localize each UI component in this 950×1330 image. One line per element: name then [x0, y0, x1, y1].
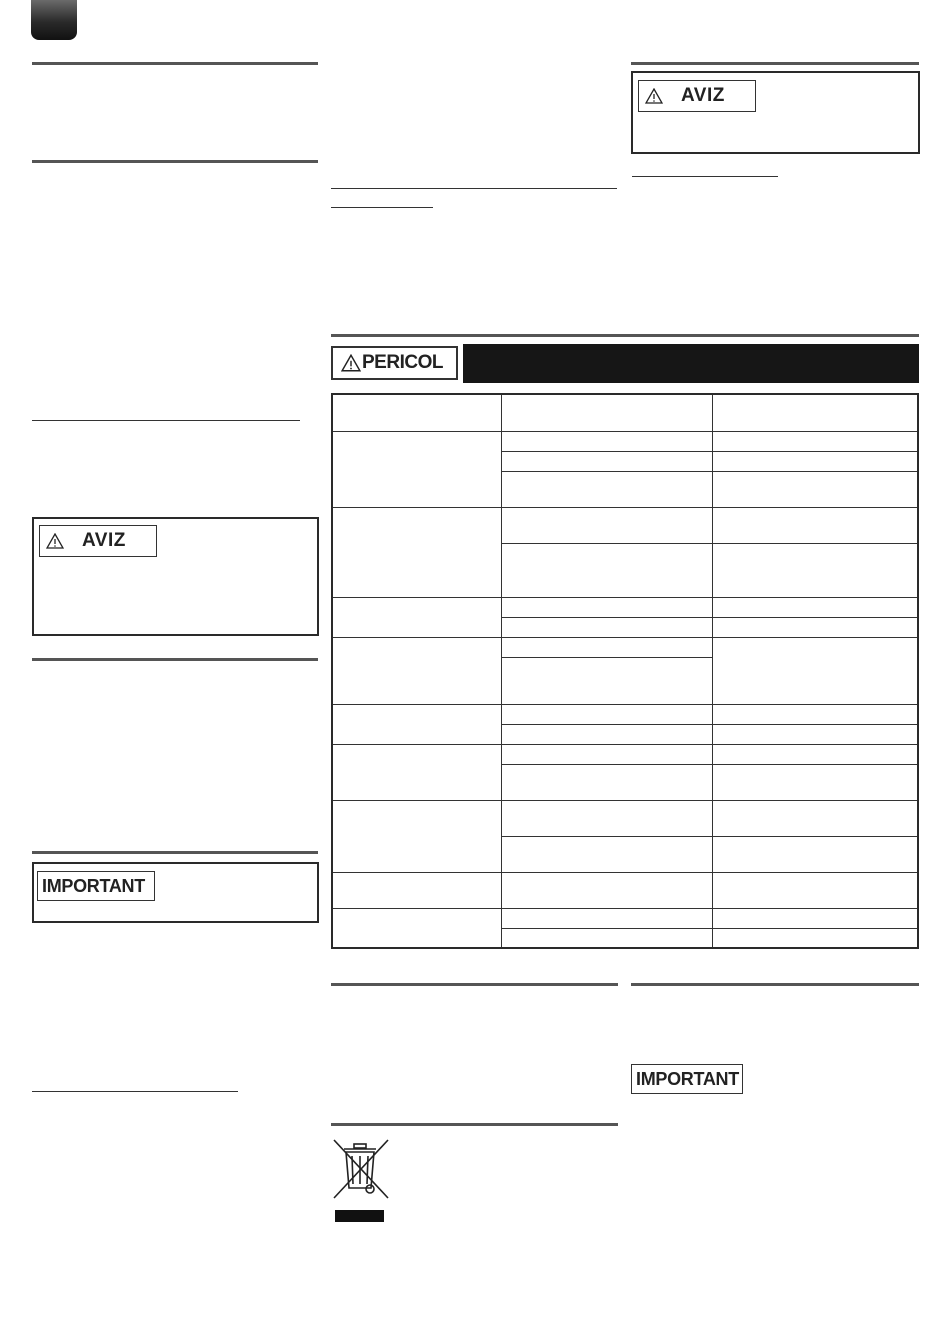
section-rule: [32, 160, 318, 163]
section-rule: [32, 658, 318, 661]
table-cell: [713, 507, 918, 543]
table-cell: [501, 800, 712, 836]
crossed-out-wheelie-bin-icon: [332, 1138, 390, 1224]
table-row: [332, 597, 918, 617]
table-cell: [332, 800, 501, 872]
table-cell: [501, 637, 712, 657]
section-rule: [32, 851, 318, 854]
table-cell: [713, 908, 918, 928]
table-cell: [713, 724, 918, 744]
table-cell: [713, 872, 918, 908]
important-notice-box: [32, 862, 319, 923]
table-header-row: [332, 394, 918, 431]
underline-rule: [331, 188, 617, 189]
table-row: [332, 507, 918, 543]
table-cell: [332, 908, 501, 948]
aviz-text: AVIZ: [681, 85, 725, 106]
section-tab-badge: [31, 0, 77, 40]
pericol-label: [331, 346, 458, 380]
table-cell: [332, 507, 501, 597]
warning-notice-box: [631, 71, 920, 154]
table-cell: [501, 928, 712, 948]
aviz-text: AVIZ: [82, 530, 126, 551]
warning-triangle-icon: [46, 533, 64, 549]
table-row: [332, 637, 918, 657]
table-cell: [501, 704, 712, 724]
underline-rule: [331, 207, 433, 208]
important-label: [37, 871, 155, 901]
table-header-cell: [501, 394, 712, 431]
table-cell: [713, 800, 918, 836]
table-cell: [713, 928, 918, 948]
table-row: [332, 744, 918, 764]
table-cell: [713, 597, 918, 617]
table-cell: [501, 617, 712, 637]
table-cell: [501, 597, 712, 617]
table-cell: [501, 451, 712, 471]
table-cell: [501, 431, 712, 451]
table-row: [332, 872, 918, 908]
table-row: [332, 704, 918, 724]
table-cell: [332, 597, 501, 637]
table-row: [332, 908, 918, 928]
underline-rule: [632, 176, 778, 177]
table-cell: [501, 507, 712, 543]
table-cell: [713, 836, 918, 872]
warning-triangle-icon: [645, 88, 663, 104]
table-cell: [713, 744, 918, 764]
aviz-label: [638, 80, 756, 112]
table-cell: [713, 637, 918, 704]
important-text: IMPORTANT: [42, 875, 145, 896]
table-cell: [332, 637, 501, 704]
section-rule: [631, 62, 919, 65]
table-header-cell: [713, 394, 918, 431]
table-cell: [501, 657, 712, 704]
table-cell: [501, 908, 712, 928]
table-row: [332, 431, 918, 451]
table-cell: [713, 704, 918, 724]
table-cell: [501, 744, 712, 764]
warning-notice-box: [32, 517, 319, 636]
table-cell: [332, 431, 501, 507]
table-cell: [332, 704, 501, 744]
section-rule: [331, 983, 618, 986]
aviz-label: [39, 525, 157, 557]
table-cell: [501, 764, 712, 800]
troubleshooting-table: [331, 393, 919, 949]
pericol-text: PERICOL: [362, 352, 443, 373]
table-cell: [713, 471, 918, 507]
table-cell: [501, 872, 712, 908]
table-cell: [501, 724, 712, 744]
table-cell: [332, 872, 501, 908]
table-cell: [501, 471, 712, 507]
table-header-cell: [332, 394, 501, 431]
table-cell: [713, 451, 918, 471]
important-label: [631, 1064, 743, 1094]
table-row: [332, 800, 918, 836]
underline-rule: [32, 1091, 238, 1092]
section-rule: [331, 334, 919, 337]
section-rule: [32, 62, 318, 65]
table-cell: [501, 836, 712, 872]
underline-rule: [32, 420, 300, 421]
table-cell: [332, 744, 501, 800]
section-rule: [631, 983, 919, 986]
table-cell: [501, 543, 712, 597]
section-title-bar: [463, 344, 919, 383]
table-cell: [713, 543, 918, 597]
section-rule: [331, 1123, 618, 1126]
warning-triangle-icon: [341, 354, 361, 372]
important-text: IMPORTANT: [636, 1068, 739, 1089]
table-cell: [713, 764, 918, 800]
table-cell: [713, 617, 918, 637]
table-cell: [713, 431, 918, 451]
